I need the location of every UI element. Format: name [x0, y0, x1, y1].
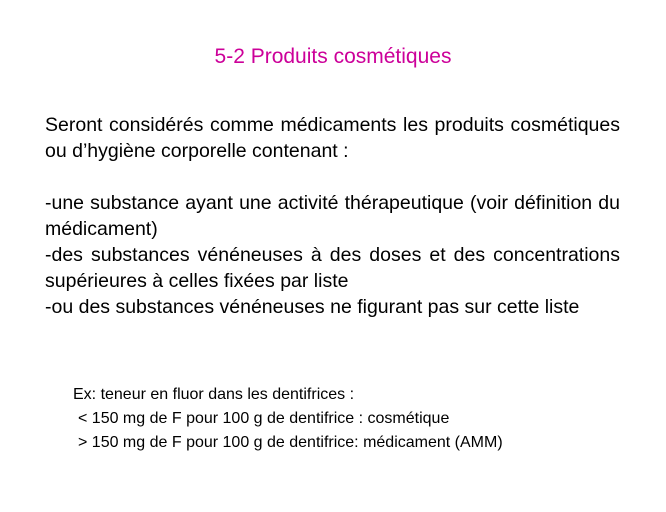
intro-paragraph: Seront considérés comme médicaments les produits cosmétiques ou d’hygiène corporelle contenant : — [45, 114, 620, 162]
list-item: -une substance ayant une activité thérapeutique (voir définition du médicament) — [45, 192, 620, 240]
example-line-cosmetic: < 150 mg de F pour 100 g de dentifrice : cosmétique — [78, 410, 450, 427]
list-item: -des substances vénéneuses à des doses et des concentrations supérieures à celles fixées par liste — [45, 244, 620, 292]
example-block — [73, 383, 633, 455]
slide-title: 5-2 Produits cosmétiques — [214, 45, 452, 68]
example-heading: Ex: teneur en fluor dans les dentifrices : — [73, 386, 355, 403]
criteria-list — [45, 190, 620, 320]
example-line-medicament: > 150 mg de F pour 100 g de dentifrice: médicament (AMM) — [78, 434, 503, 451]
list-item: -ou des substances vénéneuses ne figurant pas sur cette liste — [45, 296, 580, 318]
